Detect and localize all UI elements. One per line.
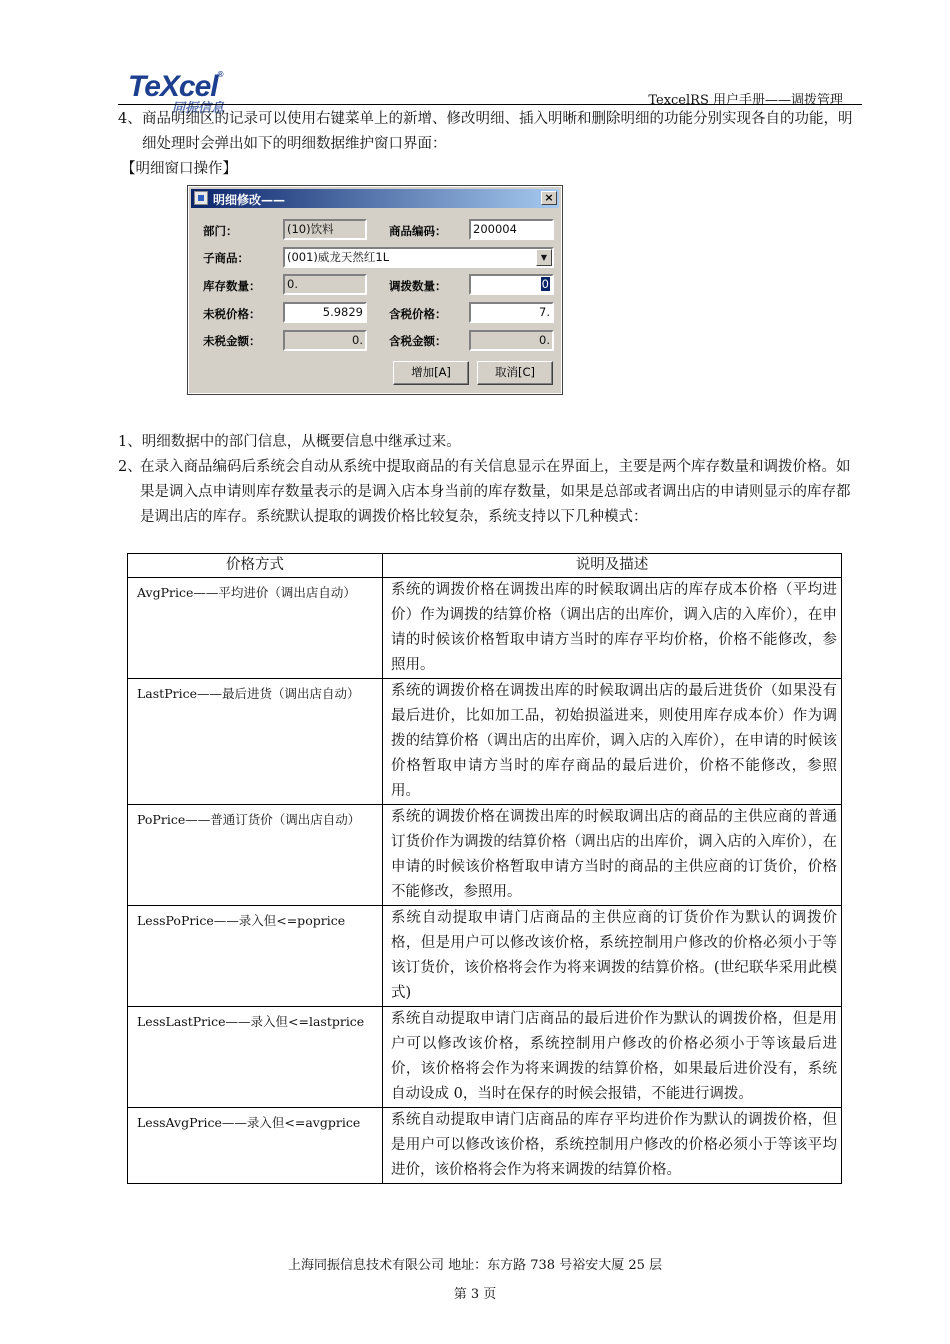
- untaxed-price-label: 未税价格：: [203, 307, 261, 321]
- sub-product-label: 子商品：: [203, 251, 249, 265]
- item-number: 4、: [118, 111, 142, 127]
- table-row: [128, 679, 842, 805]
- price-description: 系统自动提取申请门店商品的最后进价作为默认的调拨价格，但是用户可以修改该价格，系统控制用户修改的价格必须小于等该最后进价，该价格将会作为将来调拨的结算价格，如果最后进价没有，系统自动设成 0，当时在保存的时候会报错，不能进行调拨。: [383, 1007, 842, 1108]
- transfer-qty-label: 调拨数量：: [389, 279, 447, 293]
- selected-text: 0: [541, 277, 549, 291]
- stock-field: 0.: [283, 274, 367, 295]
- stock-label: 库存数量：: [203, 279, 261, 293]
- dept-field: (10)饮料: [283, 219, 367, 240]
- header-rule: [118, 104, 862, 105]
- price-mode: AvgPrice——平均进价（调出店自动）: [128, 578, 383, 679]
- taxed-amount-label: 含税金额：: [389, 334, 447, 348]
- note-2-number: 2、: [118, 459, 142, 475]
- detail-edit-dialog: [188, 186, 562, 394]
- price-mode: LessAvgPrice——录入但<=avgprice: [128, 1108, 383, 1184]
- dialog-titlebar[interactable]: [191, 189, 559, 208]
- price-mode-table: [127, 553, 842, 1184]
- table-header-row: [128, 554, 842, 578]
- page-number: 第 3 页: [453, 1287, 497, 1302]
- taxed-price-input[interactable]: 7.: [469, 302, 554, 323]
- table-row: [128, 1007, 842, 1108]
- dropdown-arrow-icon[interactable]: ▼: [536, 249, 552, 266]
- taxed-price-label: 含税价格：: [389, 307, 447, 321]
- price-mode: LessPoPrice——录入但<=poprice: [128, 906, 383, 1007]
- price-description: 系统的调拨价格在调拨出库的时候取调出店的最后进货价（如果没有最后进价，比如加工品，初始损溢进来，则使用库存成本价）作为调拨的结算价格（调出店的出库价，调入店的入库价），在申请的时候该价格暂取申请方当时的库存商品的最后进价，价格不能修改，参照用。: [383, 679, 842, 805]
- dept-label: 部门：: [203, 224, 238, 238]
- sub-product-value: (001)威龙天然红1L: [287, 250, 390, 264]
- price-mode: LastPrice——最后进货（调出店自动）: [128, 679, 383, 805]
- price-description: 系统的调拨价格在调拨出库的时候取调出店的商品的主供应商的普通订货价作为调拨的结算价格（调出店的出库价，调入店的入库价），在申请的时候该价格暂取申请方当时的商品的主供应商的订货价，价格不能修改，参照用。: [383, 805, 842, 906]
- logo-text: TeXcel®: [128, 70, 223, 103]
- logo-registered-mark: ®: [217, 70, 223, 79]
- untaxed-price-input[interactable]: 5.9829: [283, 302, 367, 323]
- logo-subtext: 同振信息: [172, 100, 225, 115]
- column-header-mode: 价格方式: [128, 554, 383, 578]
- table-row: [128, 805, 842, 906]
- transfer-qty-input[interactable]: [469, 274, 554, 295]
- note-1: 1、明细数据中的部门信息，从概要信息中继承过来。: [118, 434, 461, 450]
- table-row: [128, 578, 842, 679]
- code-label: 商品编码：: [389, 224, 447, 238]
- product-code-input[interactable]: 200004: [469, 219, 554, 240]
- window-icon: [194, 191, 208, 205]
- add-button[interactable]: 增加[A]: [393, 361, 469, 385]
- sub-product-select[interactable]: [283, 247, 554, 268]
- note-2-text: 在录入商品编码后系统会自动从系统中提取商品的有关信息显示在界面上，主要是两个库存数量和调拨价格。如果是调入点申请则库存数量表示的是调入店本身当前的库存数量，如果是总部或者调出店的申请则显示的库存都是调出店的库存。系统默认提取的调拨价格比较复杂，系统支持以下几种模式：: [140, 459, 851, 525]
- footer-company: 上海同振信息技术有限公司 地址：东方路 738 号裕安大厦 25 层: [287, 1258, 663, 1273]
- note-2: [118, 455, 864, 530]
- dialog-title: 明细修改——: [213, 193, 286, 207]
- cancel-button[interactable]: 取消[C]: [477, 361, 553, 385]
- table-row: [128, 906, 842, 1007]
- column-header-desc: 说明及描述: [383, 554, 842, 578]
- price-description: 系统自动提取申请门店商品的库存平均进价作为默认的调拨价格，但是用户可以修改该价格，系统控制用户修改的价格必须小于等该平均进价，该价格将会作为将来调拨的结算价格。: [383, 1108, 842, 1184]
- price-description: 系统的调拨价格在调拨出库的时候取调出店的库存成本价格（平均进价）作为调拨的结算价格（调出店的出库价，调入店的入库价），在申请的时候该价格暂取申请方当时的库存平均价格，价格不能修改，参照用。: [383, 578, 842, 679]
- untaxed-amount-label: 未税金额：: [203, 334, 261, 348]
- header-title: TexcelRS 用户手册——调拨管理: [648, 93, 843, 108]
- section-title: 【明细窗口操作】: [121, 161, 237, 177]
- price-mode: PoPrice——普通订货价（调出店自动）: [128, 805, 383, 906]
- item-text: 商品明细区的记录可以使用右键菜单上的新增、修改明细、插入明晰和删除明细的功能分别实现各自的功能，明细处理时会弹出如下的明细数据维护窗口界面：: [142, 111, 853, 152]
- table-row: [128, 1108, 842, 1184]
- untaxed-amount-field: 0.: [283, 330, 367, 351]
- intro-item-4: [118, 107, 864, 157]
- price-mode: LessLastPrice——录入但<=lastprice: [128, 1007, 383, 1108]
- close-button[interactable]: ×: [541, 191, 557, 205]
- taxed-amount-field: 0.: [469, 330, 554, 351]
- price-description: 系统自动提取申请门店商品的主供应商的订货价作为默认的调拨价格，但是用户可以修改该价格，系统控制用户修改的价格必须小于等该订货价，该价格将会作为将来调拨的结算价格。(世纪联华采用此模式): [383, 906, 842, 1007]
